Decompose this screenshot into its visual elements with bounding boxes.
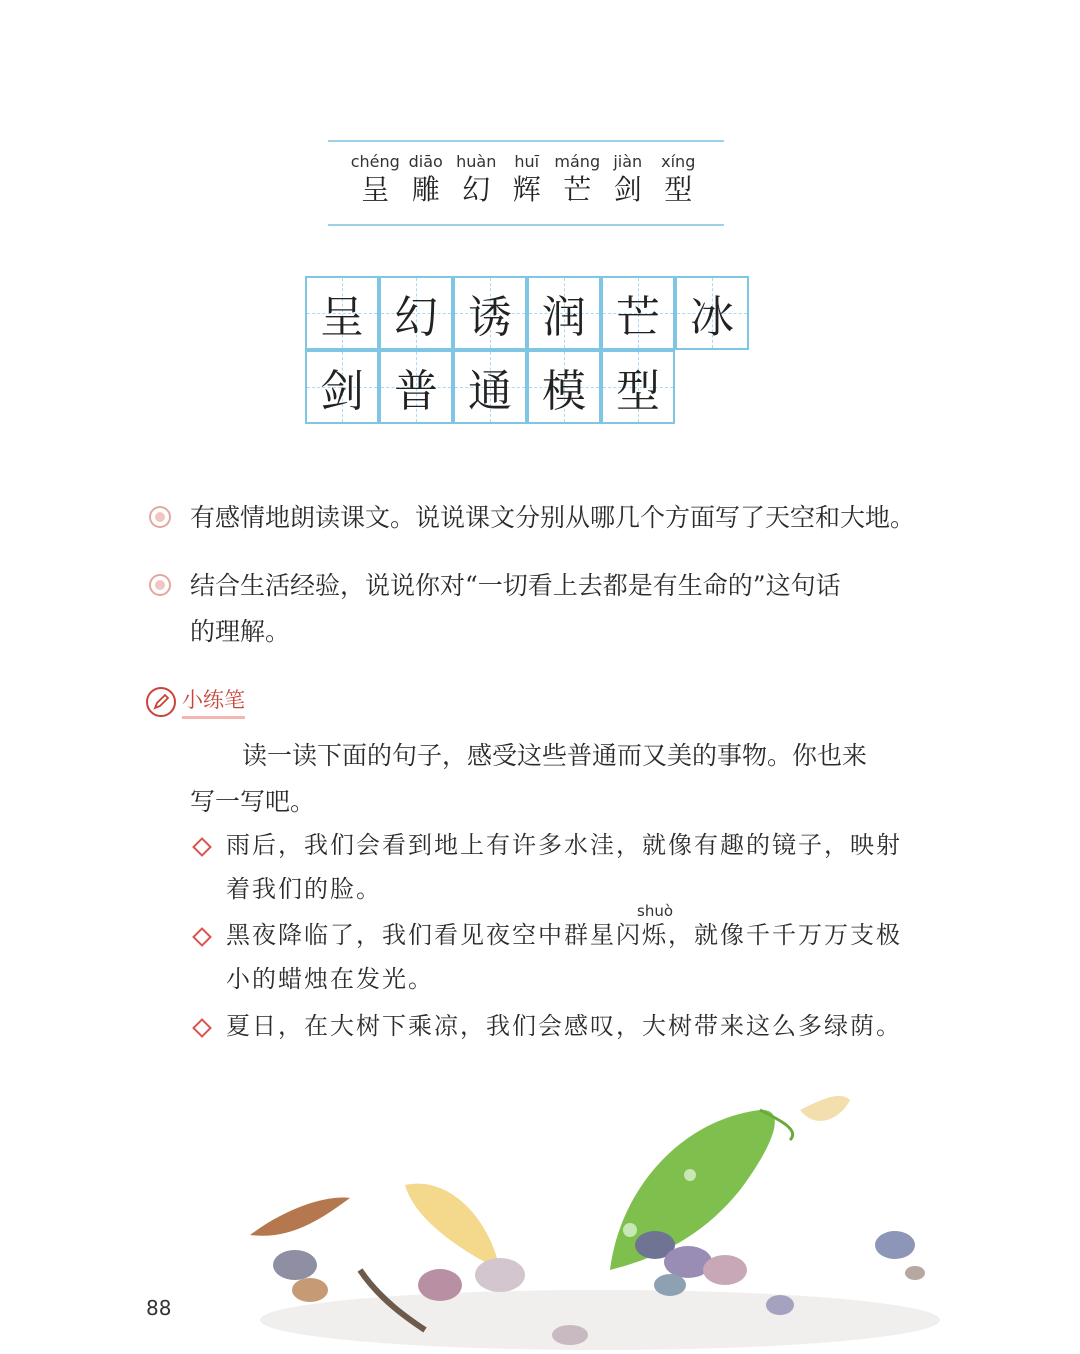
recognize-char	[552, 152, 603, 208]
pen-icon	[146, 687, 176, 717]
stone	[418, 1269, 462, 1301]
practice-intro-line2: 写一写吧。	[190, 787, 316, 816]
grid-cell	[601, 350, 675, 424]
leaves-and-stones-illustration	[200, 1080, 980, 1354]
hanzi: 芒	[563, 173, 592, 206]
grid-cell	[305, 350, 379, 424]
question-bullet-icon	[149, 506, 171, 528]
grid-char: 普	[394, 366, 438, 417]
pinyin: huàn	[456, 152, 497, 171]
pinyin: huī	[514, 152, 540, 171]
example-1-line2: 着我们的脸。	[226, 875, 382, 903]
yellow-feather	[405, 1184, 500, 1270]
grid-char: 型	[616, 366, 660, 417]
practice-label: 小练笔	[182, 684, 245, 719]
question-2-line2: 的理解。	[190, 617, 291, 646]
question-1: 有感情地朗读课文。说说课文分别从哪几个方面写了天空和大地。	[190, 503, 916, 532]
hanzi: 呈	[361, 173, 390, 206]
question-2-line1: 结合生活经验，说说你对“一切看上去都是有生命的”这句话	[190, 571, 841, 600]
grid-cell	[675, 276, 749, 350]
recognize-char	[603, 152, 654, 208]
stone	[273, 1250, 317, 1280]
grid-char: 通	[468, 366, 512, 417]
grid-char: 呈	[320, 292, 364, 343]
grid-char: 模	[542, 366, 586, 417]
recognize-char	[451, 152, 502, 208]
grid-cell	[453, 350, 527, 424]
recognize-characters-row	[350, 152, 704, 208]
pinyin: chéng	[350, 152, 400, 171]
brown-feather	[250, 1197, 350, 1235]
writing-grid	[305, 276, 749, 424]
page-number: 88	[146, 1296, 172, 1320]
stone	[552, 1325, 588, 1345]
pinyin: máng	[554, 152, 601, 171]
pinyin: jiàn	[613, 152, 643, 171]
example-2-line1: 黑夜降临了，我们看见夜空中群星闪烁，就像千千万万支极	[226, 921, 902, 949]
grid-cell	[453, 276, 527, 350]
recognize-char	[653, 152, 704, 208]
hanzi: 雕	[411, 173, 440, 206]
grid-cell	[305, 276, 379, 350]
practice-heading	[146, 684, 245, 719]
ground-shadow	[260, 1290, 940, 1350]
grid-char: 诱	[468, 292, 512, 343]
example-1	[226, 823, 916, 911]
recognize-char	[401, 152, 452, 208]
grid-char: 剑	[320, 366, 364, 417]
grid-cell	[527, 350, 601, 424]
water-drop	[623, 1223, 637, 1237]
hanzi: 辉	[512, 173, 541, 206]
stone	[475, 1258, 525, 1292]
stone	[905, 1266, 925, 1280]
recognize-characters-box	[328, 140, 724, 226]
stone	[766, 1295, 794, 1315]
stone	[654, 1274, 686, 1296]
pinyin: xíng	[661, 152, 696, 171]
grid-cell	[379, 276, 453, 350]
example-3-line1: 夏日，在大树下乘凉，我们会感叹，大树带来这么多绿荫。	[226, 1012, 902, 1040]
grid-char: 幻	[394, 292, 438, 343]
recognize-char	[350, 152, 401, 208]
recognize-char	[502, 152, 553, 208]
pinyin: diāo	[408, 152, 443, 171]
pinyin-annotation: shuò	[637, 902, 674, 920]
grid-cell	[527, 276, 601, 350]
example-2	[226, 913, 916, 1001]
grid-cell	[379, 350, 453, 424]
grid-cell	[601, 276, 675, 350]
stone	[703, 1255, 747, 1285]
hanzi: 幻	[462, 173, 491, 206]
water-drop	[684, 1169, 696, 1181]
hanzi: 型	[664, 173, 693, 206]
green-leaf	[610, 1110, 775, 1270]
stone	[292, 1278, 328, 1302]
example-3	[226, 1004, 916, 1048]
practice-intro-line1: 读一读下面的句子，感受这些普通而又美的事物。你也来	[242, 741, 868, 770]
practice-intro	[190, 733, 910, 825]
grid-char: 冰	[690, 292, 734, 343]
small-leaf	[800, 1096, 850, 1121]
example-2-line2: 小的蜡烛在发光。	[226, 965, 434, 993]
question-bullet-icon	[149, 574, 171, 596]
stone	[875, 1231, 915, 1259]
grid-char: 润	[542, 292, 586, 343]
example-1-line1: 雨后，我们会看到地上有许多水洼，就像有趣的镜子，映射	[226, 831, 902, 859]
hanzi: 剑	[613, 173, 642, 206]
grid-char: 芒	[616, 292, 660, 343]
